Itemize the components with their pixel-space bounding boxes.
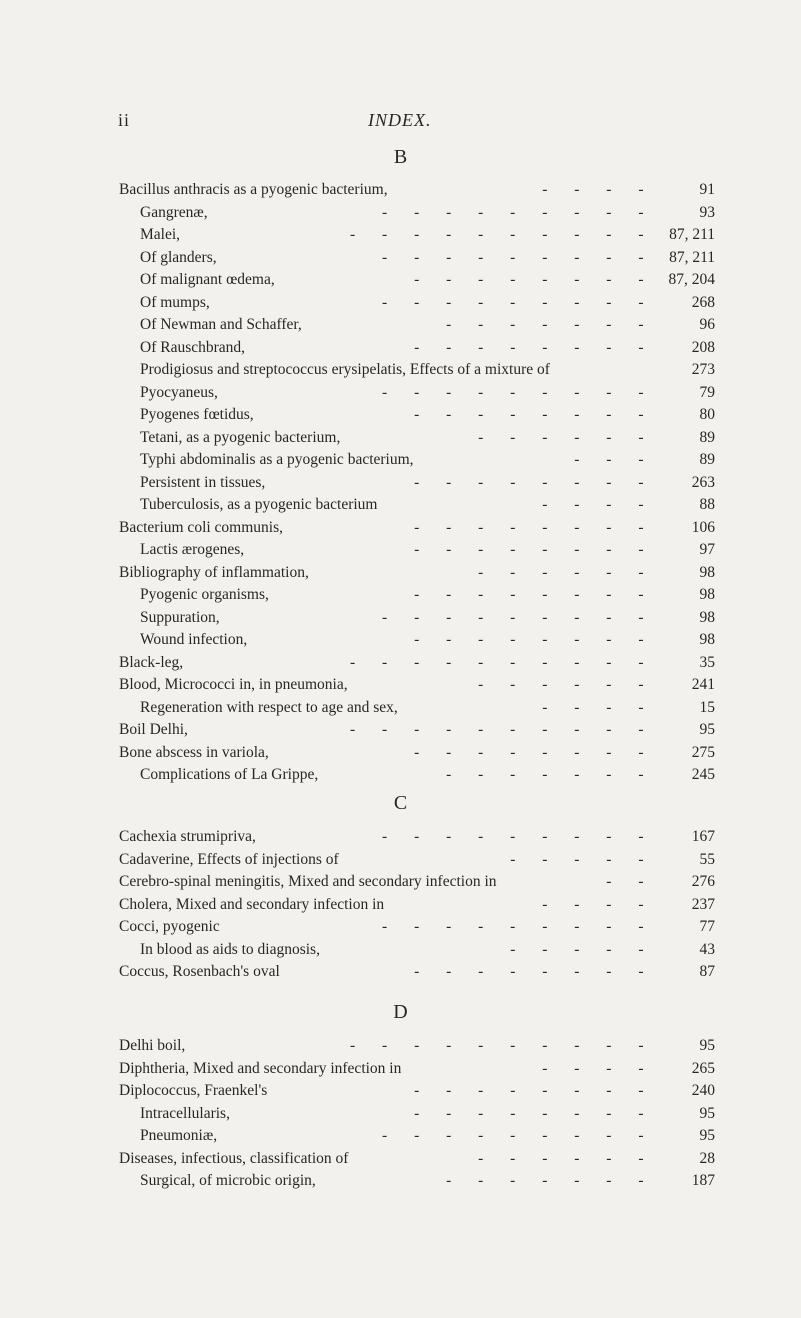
- dot-leader: - - - -: [542, 496, 655, 513]
- index-section-d: [119, 1035, 715, 1193]
- index-entry: [119, 247, 715, 270]
- dot-leader: - - - - - -: [478, 563, 655, 581]
- entry-text: Pyogenic organisms,: [140, 586, 269, 603]
- entry-text: Delhi boil,: [119, 1037, 186, 1054]
- dot-leader: - - - -: [542, 698, 655, 716]
- index-entry: [119, 382, 715, 405]
- index-entry: [119, 1170, 715, 1193]
- index-entry: [119, 472, 715, 495]
- entry-page-number: 28: [699, 1149, 715, 1167]
- entry-page-number: 87, 211: [669, 226, 715, 243]
- index-entry: [119, 359, 715, 382]
- dot-leader: - - - - - - - -: [414, 1104, 655, 1122]
- index-entry: [119, 539, 715, 562]
- index-entry: [119, 894, 715, 917]
- dot-leader: - - - - - - - -: [414, 586, 655, 603]
- dot-leader: - - - - - - - -: [414, 1082, 655, 1099]
- entry-text: Lactis ærogenes,: [140, 541, 245, 558]
- index-entry: [119, 871, 715, 894]
- dot-leader: - - - - - - - - -: [382, 293, 655, 311]
- index-entry: [119, 1035, 715, 1058]
- entry-text: Typhi abdominalis as a pyogenic bacterium,: [140, 451, 414, 468]
- index-entry: [119, 764, 715, 787]
- dot-leader: - - - -: [542, 1059, 655, 1077]
- dot-leader: - - - - - - - -: [414, 271, 655, 288]
- entry-text: Bacillus anthracis as a pyogenic bacterium,: [119, 181, 388, 198]
- entry-text: Surgical, of microbic origin,: [140, 1172, 316, 1189]
- entry-page-number: 91: [699, 181, 715, 198]
- section-letter-c: C: [393, 792, 408, 814]
- entry-text: Regeneration with respect to age and sex,: [140, 698, 398, 716]
- index-entry: [119, 202, 715, 225]
- entry-text: Of malignant œdema,: [140, 271, 275, 288]
- entry-page-number: 55: [699, 850, 715, 868]
- entry-text: Cholera, Mixed and secondary infection in: [119, 895, 385, 913]
- index-entry: [119, 916, 715, 939]
- dot-leader: - - - - - - - - -: [382, 828, 655, 845]
- entry-text: Persistent in tissues,: [140, 473, 266, 491]
- entry-page-number: 265: [691, 1059, 715, 1077]
- index-entry: [119, 1103, 715, 1126]
- entry-page-number: 98: [699, 608, 715, 626]
- entry-page-number: 35: [699, 653, 715, 671]
- dot-leader: - - - - - - - - -: [382, 608, 655, 626]
- index-entry: [119, 697, 715, 720]
- dot-leader: - - - - -: [510, 940, 655, 958]
- entry-text: Complications of La Grippe,: [140, 766, 319, 783]
- dot-leader: - - - - - - - - -: [382, 1127, 655, 1144]
- entry-text: Cachexia strumipriva,: [119, 828, 256, 845]
- index-entry: [119, 314, 715, 337]
- entry-page-number: 77: [699, 918, 715, 935]
- dot-leader: - - - - - - - -: [414, 743, 655, 761]
- index-entry: [119, 179, 715, 202]
- entry-page-number: 97: [699, 541, 715, 558]
- entry-text: Gangrenæ,: [140, 203, 208, 221]
- entry-text: Blood, Micrococci in, in pneumonia,: [119, 676, 348, 693]
- entry-text: Bone abscess in variola,: [119, 743, 269, 761]
- entry-page-number: 240: [691, 1082, 715, 1099]
- dot-leader: - -: [606, 873, 655, 890]
- dot-leader: - - - - - - - - - -: [350, 226, 655, 243]
- entry-page-number: 241: [691, 676, 715, 693]
- entry-text: Black-leg,: [119, 653, 184, 671]
- index-entry: [119, 337, 715, 360]
- entry-text: Wound infection,: [140, 631, 248, 648]
- index-entry: [119, 584, 715, 607]
- dot-leader: - - - - - - - - - -: [350, 653, 655, 671]
- entry-text: Bacterium coli communis,: [119, 518, 284, 536]
- entry-page-number: 80: [699, 406, 715, 423]
- dot-leader: - - - - - -: [478, 428, 655, 446]
- entry-page-number: 263: [691, 473, 715, 491]
- entry-page-number: 273: [691, 361, 715, 378]
- entry-text: Diplococcus, Fraenkel's: [119, 1082, 268, 1099]
- entry-text: Coccus, Rosenbach's oval: [119, 963, 280, 980]
- dot-leader: - - - - - - -: [446, 316, 655, 333]
- entry-page-number: 268: [691, 293, 715, 311]
- dot-leader: - - - -: [542, 181, 655, 198]
- index-entry: [119, 652, 715, 675]
- entry-page-number: 98: [699, 631, 715, 648]
- index-entry: [119, 939, 715, 962]
- index-entry: [119, 1058, 715, 1081]
- entry-text: Of glanders,: [140, 248, 217, 266]
- index-entry: [119, 629, 715, 652]
- entry-page-number: 98: [699, 586, 715, 603]
- dot-leader: - - - - - -: [478, 676, 655, 693]
- index-entry: [119, 607, 715, 630]
- entry-page-number: 79: [699, 383, 715, 401]
- section-letter-b: B: [393, 146, 408, 168]
- entry-page-number: 15: [699, 698, 715, 716]
- index-entry: [119, 404, 715, 427]
- dot-leader: - - - - - - - - -: [382, 203, 655, 221]
- dot-leader: - - - - - - -: [446, 766, 655, 783]
- index-entry: [119, 1080, 715, 1103]
- entry-text: Cerebro-spinal meningitis, Mixed and secondary infection in: [119, 873, 497, 890]
- page-number: ii: [118, 110, 131, 130]
- entry-text: Pyocyaneus,: [140, 383, 218, 401]
- entry-page-number: 275: [691, 743, 715, 761]
- dot-leader: - - - -: [542, 895, 655, 913]
- running-title: INDEX.: [368, 110, 432, 130]
- entry-page-number: 93: [699, 203, 715, 221]
- entry-text: Cocci, pyogenic: [119, 918, 220, 935]
- entry-text: Of Newman and Schaffer,: [140, 316, 302, 333]
- entry-text: Tetani, as a pyogenic bacterium,: [140, 428, 341, 446]
- entry-text: Of Rauschbrand,: [140, 338, 246, 356]
- index-entry: [119, 674, 715, 697]
- entry-text: Diphtheria, Mixed and secondary infection in: [119, 1059, 402, 1077]
- index-entry: [119, 494, 715, 517]
- entry-page-number: 87: [699, 963, 715, 980]
- entry-page-number: 95: [699, 1037, 715, 1054]
- index-section-b: [119, 179, 715, 787]
- dot-leader: - - - - - - - -: [414, 963, 655, 980]
- index-entry: [119, 224, 715, 247]
- entry-page-number: 245: [691, 766, 715, 783]
- entry-text: Boil Delhi,: [119, 721, 188, 738]
- entry-page-number: 95: [699, 1127, 715, 1144]
- index-entry: [119, 562, 715, 585]
- entry-page-number: 89: [699, 428, 715, 446]
- dot-leader: - - - - - - - - -: [382, 918, 655, 935]
- index-entry: [119, 826, 715, 849]
- entry-text: Diseases, infectious, classification of: [119, 1149, 349, 1167]
- entry-page-number: 95: [699, 1104, 715, 1122]
- index-entry: [119, 961, 715, 984]
- dot-leader: - - - - - -: [478, 1149, 655, 1167]
- dot-leader: - - - - - - - - -: [382, 248, 655, 266]
- entry-page-number: 87, 204: [668, 271, 715, 288]
- dot-leader: - - - - - - - -: [414, 338, 655, 356]
- dot-leader: - - - - - - - - - -: [350, 721, 655, 738]
- entry-text: Cadaverine, Effects of injections of: [119, 850, 339, 868]
- entry-page-number: 276: [691, 873, 715, 890]
- index-entry: [119, 269, 715, 292]
- index-entry: [119, 1125, 715, 1148]
- dot-leader: - - - - - - - -: [414, 406, 655, 423]
- entry-page-number: 96: [699, 316, 715, 333]
- dot-leader: - - - - - - -: [446, 1172, 655, 1189]
- entry-text: Bibliography of inflammation,: [119, 563, 309, 581]
- entry-page-number: 187: [691, 1172, 715, 1189]
- index-entry: [119, 517, 715, 540]
- entry-text: Prodigiosus and streptococcus erysipelatis, Effects of a mixture of: [140, 361, 550, 378]
- entry-page-number: 98: [699, 563, 715, 581]
- index-entry: [119, 427, 715, 450]
- section-letter-d: D: [393, 1001, 408, 1023]
- entry-page-number: 87, 211: [669, 248, 715, 266]
- entry-page-number: 43: [699, 940, 715, 958]
- index-entry: [119, 742, 715, 765]
- entry-text: Pneumoniæ,: [140, 1127, 218, 1144]
- entry-page-number: 89: [699, 451, 715, 468]
- index-entry: [119, 292, 715, 315]
- index-section-c: [119, 826, 715, 984]
- entry-text: Malei,: [140, 226, 181, 243]
- dot-leader: - - - - - - - -: [414, 473, 655, 491]
- entry-page-number: 88: [699, 496, 715, 513]
- dot-leader: - - - - - - - -: [414, 541, 655, 558]
- index-entry: [119, 849, 715, 872]
- index-entry: [119, 1148, 715, 1171]
- entry-text: Suppuration,: [140, 608, 220, 626]
- entry-text: Intracellularis,: [140, 1104, 230, 1122]
- index-entry: [119, 449, 715, 472]
- dot-leader: - - - - - - - - - -: [350, 1037, 655, 1054]
- entry-page-number: 167: [691, 828, 715, 845]
- entry-page-number: 237: [691, 895, 715, 913]
- entry-page-number: 95: [699, 721, 715, 738]
- entry-text: Pyogenes fœtidus,: [140, 406, 254, 423]
- entry-page-number: 208: [691, 338, 715, 356]
- entry-page-number: 106: [691, 518, 715, 536]
- entry-text: In blood as aids to diagnosis,: [140, 940, 320, 958]
- dot-leader: - - -: [574, 451, 655, 468]
- entry-text: Tuberculosis, as a pyogenic bacterium: [140, 496, 378, 513]
- dot-leader: - - - - - - - -: [414, 631, 655, 648]
- dot-leader: - - - - -: [510, 850, 655, 868]
- index-entry: [119, 719, 715, 742]
- dot-leader: - - - - - - - - -: [382, 383, 655, 401]
- dot-leader: - - - - - - - -: [414, 518, 655, 536]
- entry-text: Of mumps,: [140, 293, 210, 311]
